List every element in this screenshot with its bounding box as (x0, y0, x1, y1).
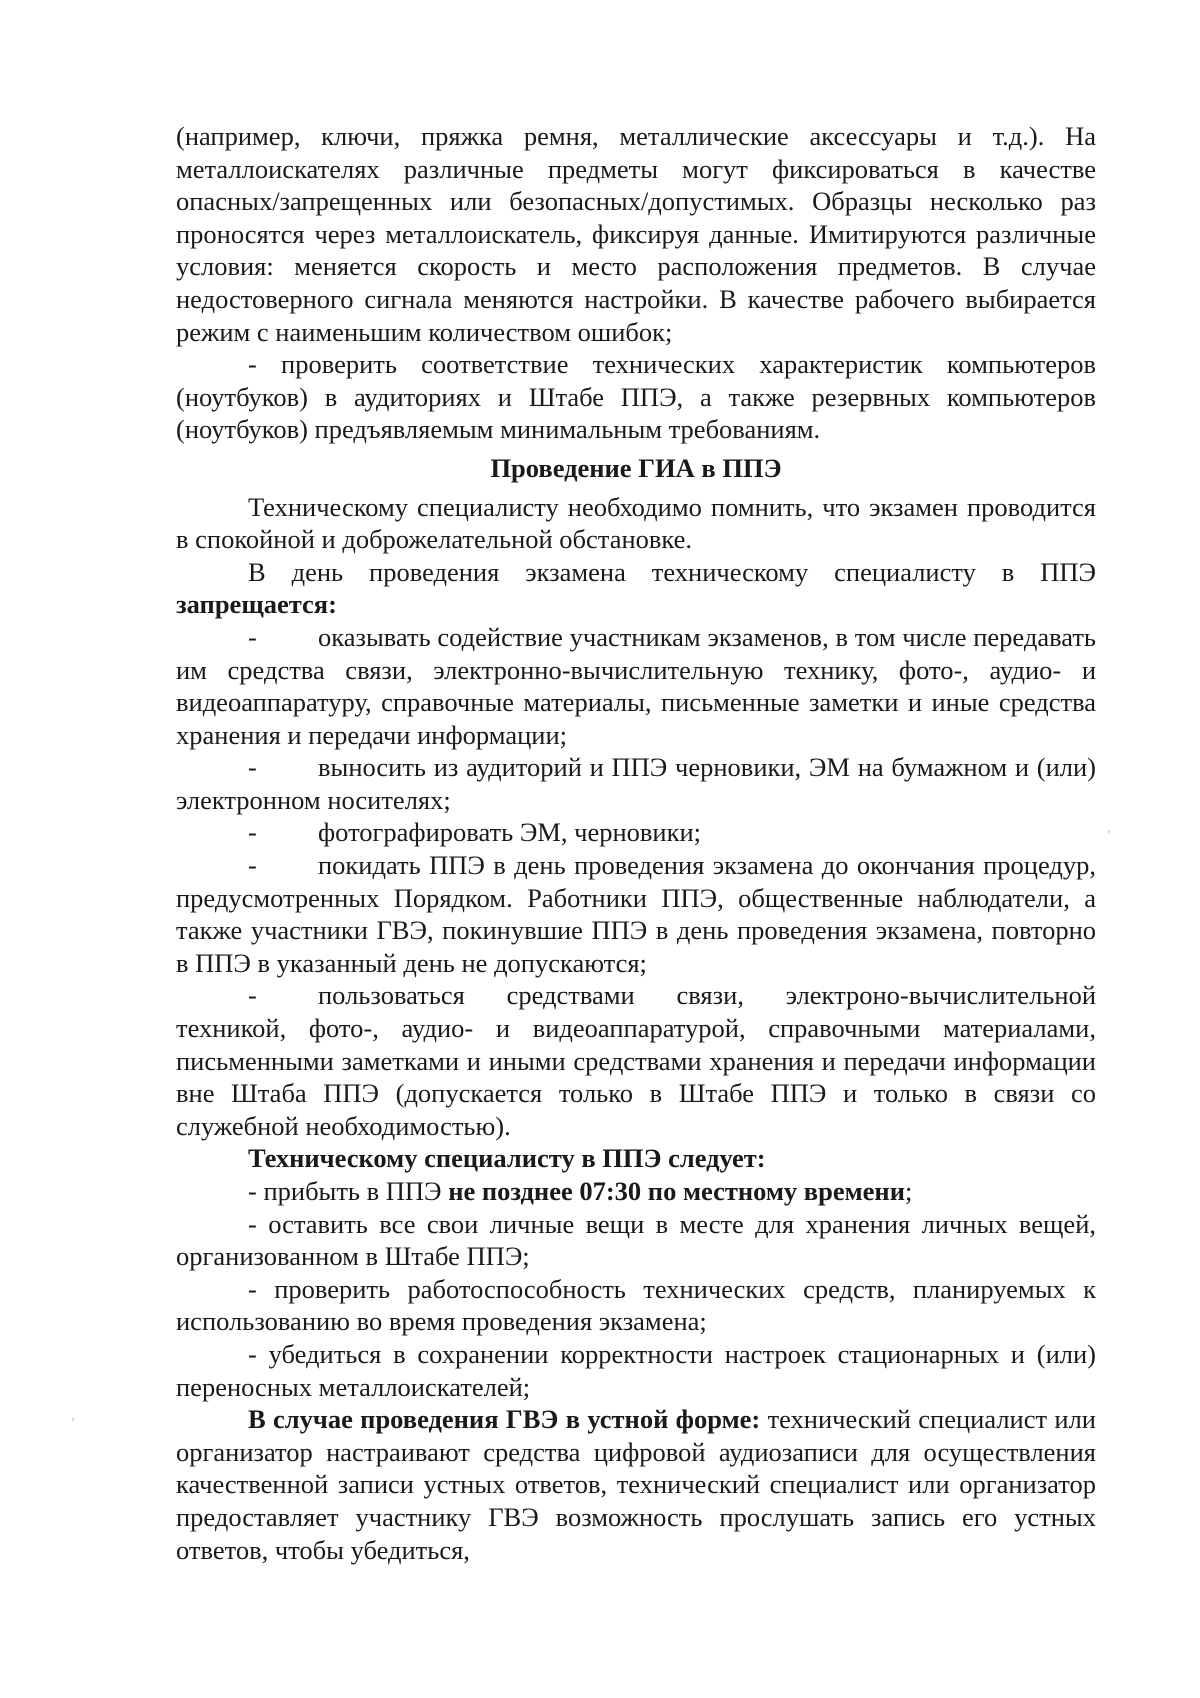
prohibited-item-text: оказывать содействие участникам экзаменов, в том числе передавать им средства связи, электронно-вычислительную технику, фото-, аудио- и видеоаппаратуру, справочные материалы, письменные заметки и иные средства хранения и передачи информации; (176, 621, 1096, 750)
prohibited-item-text: пользоваться средствами связи, электроно-вычислительной техникой, фото-, аудио- и видеоаппаратурой, справочными материалами, письменными заметками и иными средствами хранения и передачи информации вне Штаба ППЭ (допускается только в Штабе ППЭ и только в связи со служебной необходимостью). (176, 980, 1096, 1141)
prohibited-intro-text: В день проведения экзамена техническому специалисту в ППЭ (248, 556, 1096, 587)
duties-heading-text: Техническому специалисту в ППЭ следует: (248, 1143, 766, 1174)
list-dash: - (248, 850, 257, 881)
scan-artifact (72, 1418, 74, 1421)
arrive-end: ; (904, 1176, 913, 1206)
prohibited-item (176, 751, 1096, 816)
scan-artifact (1108, 830, 1110, 833)
duty-item: - убедиться в сохранении корректности настроек стационарных и (или) переносных металлоискателей; (176, 1338, 1096, 1402)
oral-exam-text: технический специалист или организатор настраивают средства цифровой аудиозаписи для осуществления качественной записи устных ответов, технический специалист или организатор предоставляет участнику ГВЭ возможность прослушать запись его устных ответов, чтобы убедиться, (176, 1404, 1096, 1565)
prohibited-item-text: покидать ППЭ в день проведения экзамена до окончания процедур, предусмотренных Порядком. Работники ППЭ, общественные наблюдатели, а также участники ГВЭ, покинувшие ППЭ в день проведения экзамена, повторно в ППЭ в указанный день не допускаются; (176, 850, 1096, 978)
duty-item: - оставить все свои личные вещи в месте для хранения личных вещей, организованном в Штабе ППЭ; (176, 1208, 1096, 1272)
prohibited-item-text: фотографировать ЭМ, черновики; (318, 817, 702, 848)
list-dash: - (248, 817, 257, 848)
duty-item: - проверить работоспособность технических средств, планируемых к использованию во время проведения экзамена; (176, 1273, 1096, 1337)
prohibited-label: запрещается: (176, 589, 337, 620)
paragraph-calm-atmosphere: Техническому специалисту необходимо помнить, что экзамен проводится в спокойной и доброжелательной обстановке. (176, 491, 1096, 555)
paragraph-metal-detector-settings: (например, ключи, пряжка ремня, металлические аксессуары и т.д.). На металлоискателях различные предметы могут фиксироваться в качестве опасных/запрещенных или безопасных/допустимых. Образцы несколько раз проносятся через металлоискатель, фиксируя данные. Имитируются различные условия: меняется скорость и место расположения предметов. В случае недостоверного сигнала меняются настройки. В качестве рабочего выбирается режим с наименьшим количеством ошибок; (176, 121, 1096, 347)
oral-exam-label: В случае проведения ГВЭ в устной форме: (248, 1404, 761, 1435)
prohibited-item (176, 816, 1096, 849)
arrive-time: не позднее 07:30 по местному времени (448, 1176, 905, 1206)
list-dash: - (248, 621, 257, 652)
duties-heading (176, 1142, 1096, 1175)
paragraph-prohibited-intro (176, 556, 1096, 621)
prohibited-item (176, 979, 1096, 1142)
paragraph-oral-exam (176, 1403, 1096, 1566)
document-body (176, 120, 1096, 1566)
list-dash: - (248, 980, 257, 1011)
prohibited-item-text: выносить из аудиторий и ППЭ черновики, ЭМ на бумажном и (или) электронном носителях; (176, 752, 1096, 815)
paragraph-check-computers: - проверить соответствие технических характеристик компьютеров (ноутбуков) в аудиториях и Штабе ППЭ, а также резервных компьютеров (ноутбуков) предъявляемым минимальным требованиям. (176, 349, 1096, 445)
arrive-text: - прибыть в ППЭ (248, 1176, 449, 1206)
prohibited-item (176, 621, 1096, 751)
duty-item-arrive (176, 1175, 1096, 1208)
section-heading: Проведение ГИА в ППЭ (490, 452, 782, 483)
prohibited-item (176, 849, 1096, 979)
list-dash: - (248, 752, 257, 783)
